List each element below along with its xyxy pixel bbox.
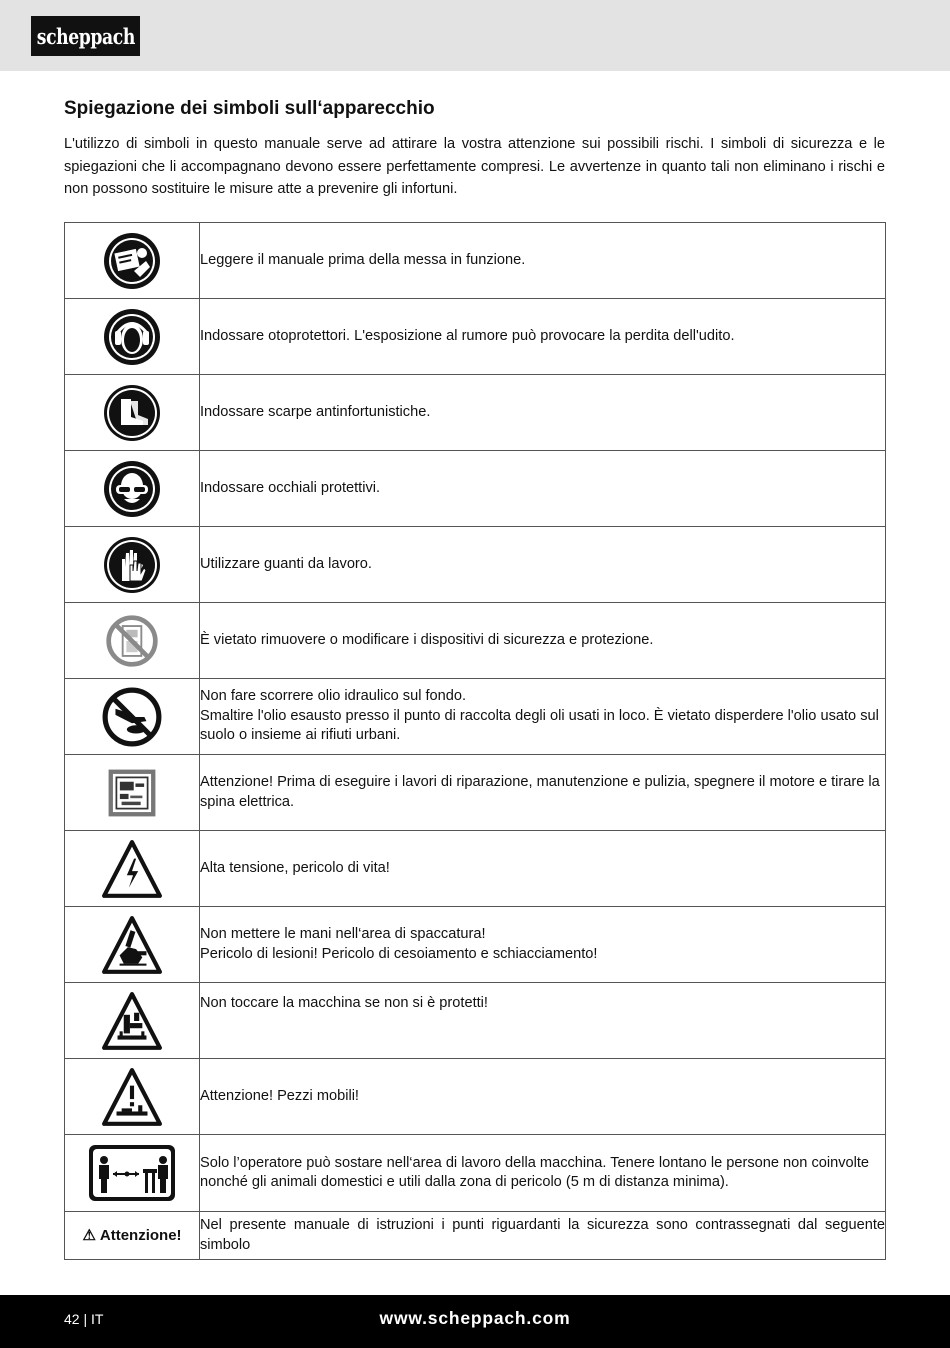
moving-parts-warning-icon bbox=[101, 1066, 163, 1128]
attention-text: Attenzione! bbox=[99, 1226, 182, 1244]
symbol-description bbox=[200, 755, 886, 831]
scheppach-logo bbox=[31, 16, 140, 56]
page-number: 42 | IT bbox=[64, 1311, 104, 1327]
symbol-row bbox=[65, 1135, 886, 1212]
symbol-description bbox=[200, 983, 886, 1059]
symbol-icon-cell bbox=[65, 223, 200, 299]
symbol-row bbox=[65, 527, 886, 603]
footer-band bbox=[0, 1295, 950, 1348]
symbol-row bbox=[65, 907, 886, 983]
symbol-icon-cell bbox=[65, 603, 200, 679]
description-line: Nel presente manuale di istruzioni i punti riguardanti la sicurezza sono contrassegnati dal seguente simbolo bbox=[200, 1217, 885, 1253]
do-not-touch-machine-icon bbox=[101, 990, 163, 1052]
symbol-icon-cell bbox=[65, 679, 200, 755]
description-line: Leggere il manuale prima della messa in funzione. bbox=[200, 251, 526, 268]
symbol-description bbox=[200, 223, 886, 299]
symbol-row bbox=[65, 755, 886, 831]
symbol-row bbox=[65, 375, 886, 451]
read-manual-icon bbox=[102, 231, 162, 291]
symbol-description bbox=[200, 1059, 886, 1135]
high-voltage-warning-icon bbox=[101, 838, 163, 900]
hand-crush-warning-icon bbox=[101, 914, 163, 976]
symbol-description bbox=[200, 907, 886, 983]
symbol-icon-cell bbox=[65, 527, 200, 603]
symbol-description bbox=[200, 1135, 886, 1212]
description-line: Indossare otoprotettori. L'esposizione al rumore può provocare la perdita dell'udito. bbox=[200, 327, 735, 344]
no-oil-disposal-icon bbox=[101, 686, 163, 748]
description-line: Indossare occhiali protettivi. bbox=[200, 479, 381, 496]
symbol-icon-cell bbox=[65, 1135, 200, 1212]
symbol-icon-cell bbox=[65, 451, 200, 527]
symbol-icon-cell bbox=[65, 983, 200, 1059]
symbol-row bbox=[65, 831, 886, 907]
symbol-icon-cell bbox=[65, 1059, 200, 1135]
safety-boots-icon bbox=[102, 383, 162, 443]
unplug-before-maintenance-icon bbox=[106, 767, 158, 819]
attention-row bbox=[65, 1212, 886, 1260]
description-line: Indossare scarpe antinfortunistiche. bbox=[200, 403, 431, 420]
symbol-icon-cell bbox=[65, 831, 200, 907]
warning-triangle-icon: ⚠ bbox=[82, 1227, 96, 1244]
description-line: Attenzione! Prima di eseguire i lavori di riparazione, manutenzione e pulizia, spegnere il motore e tirare la spina elettrica. bbox=[200, 774, 880, 810]
description-line: Non mettere le mani nell‘area di spaccatura! bbox=[200, 926, 486, 943]
attention-description bbox=[200, 1212, 886, 1260]
symbol-row bbox=[65, 983, 886, 1059]
symbol-description bbox=[200, 603, 886, 679]
symbol-icon-cell bbox=[65, 907, 200, 983]
operator-distance-icon bbox=[87, 1143, 177, 1203]
website-link[interactable]: www.scheppach.com bbox=[379, 1308, 571, 1328]
symbol-row bbox=[65, 603, 886, 679]
logo-text: scheppach bbox=[36, 23, 135, 49]
symbol-row bbox=[65, 451, 886, 527]
intro-paragraph: L'utilizzo di simboli in questo manuale serve ad attirare la vostra attenzione sui possibili rischi. I simboli di sicurezza e le spiegazioni che li accompagnano devono essere perfettamente compresi. Le avvertenze in quanto tali non eliminano i rischi e non possono sostituire le misure atte a prevenire gli infortuni. bbox=[64, 136, 885, 198]
description-line: Pericolo di lesioni! Pericolo di cesoiamento e schiacciamento! bbox=[200, 945, 598, 962]
header-band bbox=[0, 0, 950, 71]
symbol-row bbox=[65, 223, 886, 299]
work-gloves-icon bbox=[102, 535, 162, 595]
description-line: Utilizzare guanti da lavoro. bbox=[200, 555, 372, 572]
symbol-description bbox=[200, 375, 886, 451]
attention-label-cell bbox=[65, 1212, 200, 1260]
symbol-row bbox=[65, 679, 886, 755]
description-line: Alta tensione, pericolo di vita! bbox=[200, 859, 390, 876]
description-line: Attenzione! Pezzi mobili! bbox=[200, 1087, 359, 1104]
symbol-description bbox=[200, 679, 886, 755]
symbol-icon-cell bbox=[65, 755, 200, 831]
page-title: Spiegazione dei simboli sull‘apparecchio bbox=[64, 98, 435, 119]
symbol-icon-cell bbox=[65, 299, 200, 375]
symbols-table bbox=[64, 222, 886, 1260]
symbol-row bbox=[65, 1059, 886, 1135]
symbol-description bbox=[200, 831, 886, 907]
description-line: Smaltire l'olio esausto presso il punto di raccolta degli oli usati in loco. È vietato disperdere l'olio usato sul suolo o insieme ai rifiuti urbani. bbox=[200, 707, 879, 744]
symbol-description bbox=[200, 451, 886, 527]
symbol-description bbox=[200, 299, 886, 375]
symbol-icon-cell bbox=[65, 375, 200, 451]
ear-protection-icon bbox=[102, 307, 162, 367]
description-line: Non fare scorrere olio idraulico sul fondo. bbox=[200, 688, 467, 705]
no-removing-guards-icon bbox=[104, 613, 160, 669]
description-line: Non toccare la macchina se non si è protetti! bbox=[200, 995, 488, 1011]
safety-goggles-icon bbox=[102, 459, 162, 519]
symbol-row bbox=[65, 299, 886, 375]
attention-label bbox=[82, 1226, 181, 1244]
symbol-description bbox=[200, 527, 886, 603]
description-line: Solo l’operatore può sostare nell‘area di lavoro della macchina. Tenere lontano le persone non coinvolte nonché gli animali domestici e utili dalla zona di pericolo (5 m di distanza minima). bbox=[200, 1154, 870, 1190]
description-line: È vietato rimuovere o modificare i dispositivi di sicurezza e protezione. bbox=[200, 631, 654, 648]
